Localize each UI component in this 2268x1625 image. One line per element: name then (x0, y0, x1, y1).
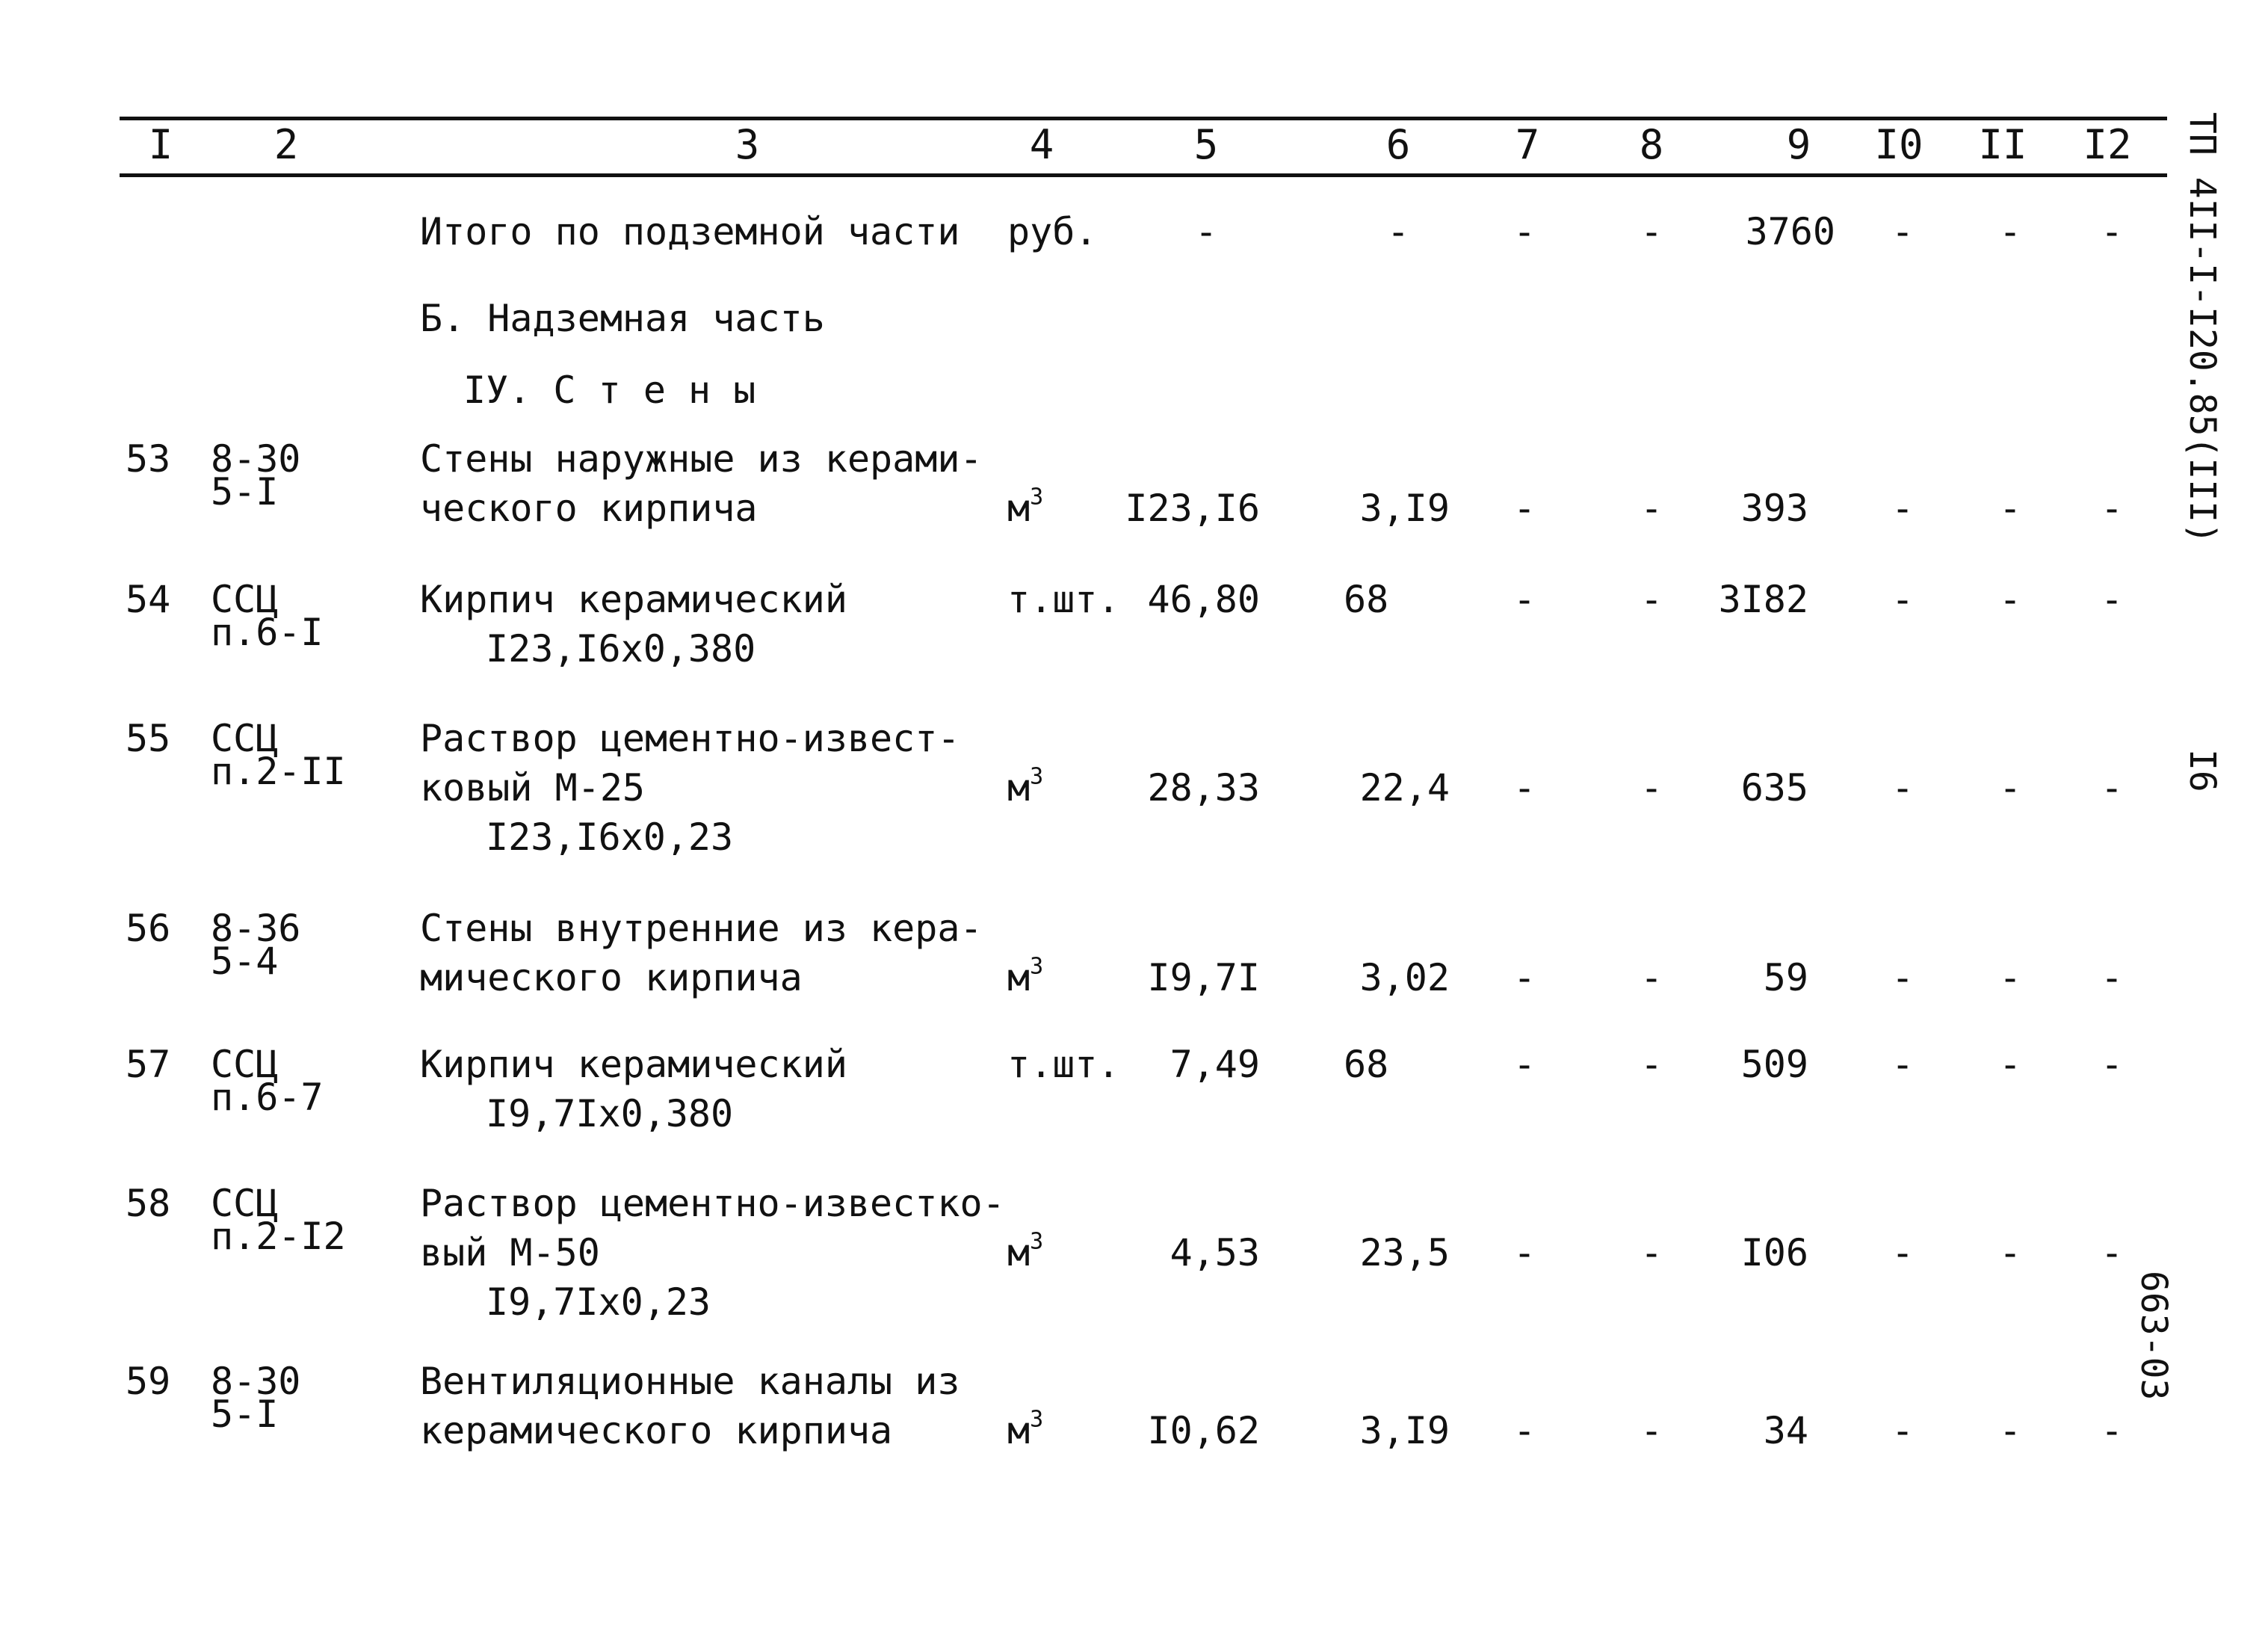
row-description-line: Стены наружные из керами- (420, 437, 983, 481)
row-number: 56 (126, 907, 171, 950)
unit-exponent: 3 (1030, 953, 1044, 980)
row-unit-price: 3,I9 (1359, 487, 1450, 530)
row-total: 3I82 (1718, 578, 1808, 621)
row-code-line1: ССЦ (211, 578, 279, 621)
row-col7-dash: - (1512, 956, 1536, 999)
row-code-line1: ССЦ (211, 717, 279, 760)
row-col10-dash: - (1891, 487, 1915, 530)
total-col5: - (1194, 210, 1218, 253)
row-col12-dash: - (2100, 1409, 2124, 1452)
col-header-6: 6 (1385, 121, 1411, 168)
row-col10-dash: - (1891, 956, 1915, 999)
row-code-line2: п.6-7 (211, 1076, 324, 1119)
row-total: 59 (1763, 956, 1808, 999)
row-number: 53 (126, 437, 171, 481)
row-col8-dash: - (1640, 956, 1663, 999)
side-page-number: I6 (2181, 749, 2223, 792)
row-col10-dash: - (1891, 766, 1915, 810)
row-unit-price: 68 (1344, 1043, 1389, 1086)
row-unit-price: 68 (1344, 578, 1389, 621)
row-col8-dash: - (1640, 766, 1663, 810)
row-quantity: 46,80 (1147, 578, 1260, 621)
col-header-12: I2 (2083, 121, 2132, 168)
row-code-line2: 5-4 (211, 940, 279, 983)
row-description-line: Раствор цементно-известко- (420, 1182, 1005, 1225)
col-header-5: 5 (1193, 121, 1219, 168)
unit-exponent: 3 (1030, 1406, 1044, 1433)
table-top-rule (120, 117, 2167, 120)
row-quantity: I9,7I (1147, 956, 1260, 999)
row-col11-dash: - (1998, 766, 2022, 810)
row-col12-dash: - (2100, 1231, 2124, 1274)
total-col8: - (1640, 210, 1663, 253)
total-col11: - (1998, 210, 2022, 253)
row-description-line: вый М-50 (420, 1231, 600, 1274)
side-document-code: ТП 4II-I-I20.85(III) (2181, 112, 2223, 544)
total-label: Итого по подземной части (420, 210, 960, 253)
row-col11-dash: - (1998, 487, 2022, 530)
row-number: 59 (126, 1360, 171, 1403)
row-description-line: ковый М-25 (420, 766, 646, 810)
row-code-line2: 5-I (211, 1393, 279, 1436)
row-col8-dash: - (1640, 578, 1663, 621)
row-number: 55 (126, 717, 171, 760)
row-unit: т.шт. (1007, 1043, 1120, 1086)
row-col12-dash: - (2100, 487, 2124, 530)
col-header-1: I (148, 121, 173, 168)
row-col7-dash: - (1512, 1231, 1536, 1274)
unit-exponent: 3 (1030, 484, 1044, 511)
row-description-line: I23,I6х0,23 (486, 815, 734, 859)
row-col11-dash: - (1998, 1043, 2022, 1086)
row-code-line1: ССЦ (211, 1182, 279, 1225)
row-unit (1007, 955, 1043, 1000)
row-total: 509 (1740, 1043, 1808, 1086)
row-unit (1007, 765, 1043, 810)
row-unit-price: 3,I9 (1359, 1409, 1450, 1452)
row-description-line: Вентиляционные каналы из (420, 1360, 960, 1403)
row-code-line2: п.6-I (211, 611, 324, 654)
total-col9: 3760 (1745, 210, 1835, 253)
row-total: 34 (1763, 1409, 1808, 1452)
section-heading-walls: IУ. С т е н ы (463, 369, 756, 412)
row-quantity: I23,I6 (1125, 487, 1260, 530)
total-col6: - (1386, 210, 1410, 253)
row-description-line: керамического кирпича (420, 1409, 893, 1452)
row-col10-dash: - (1891, 1043, 1915, 1086)
row-col12-dash: - (2100, 766, 2124, 810)
row-description-line: I9,7Iх0,380 (486, 1092, 734, 1135)
row-unit (1007, 1230, 1043, 1275)
row-col8-dash: - (1640, 1409, 1663, 1452)
row-col7-dash: - (1512, 1409, 1536, 1452)
side-stamp-number: 663-03 (2133, 1271, 2175, 1401)
row-code-line1: 8-30 (211, 1360, 301, 1403)
unit-exponent: 3 (1030, 1228, 1044, 1255)
row-col11-dash: - (1998, 578, 2022, 621)
row-code-line2: 5-I (211, 470, 279, 514)
row-code-line2: п.2-I2 (211, 1215, 346, 1258)
row-description-line: Стены внутренние из кера- (420, 907, 983, 950)
row-unit (1007, 486, 1043, 531)
col-header-9: 9 (1786, 121, 1811, 168)
row-unit: т.шт. (1007, 578, 1120, 621)
col-header-8: 8 (1639, 121, 1664, 168)
row-number: 54 (126, 578, 171, 621)
row-description-line: мического кирпича (420, 956, 803, 999)
total-unit: руб. (1007, 210, 1098, 253)
row-number: 58 (126, 1182, 171, 1225)
row-col7-dash: - (1512, 1043, 1536, 1086)
row-col10-dash: - (1891, 578, 1915, 621)
col-header-11: II (1978, 121, 2027, 168)
row-col8-dash: - (1640, 487, 1663, 530)
row-code-line1: 8-30 (211, 437, 301, 481)
row-quantity: 7,49 (1169, 1043, 1260, 1086)
unit-symbol: м (1007, 1231, 1031, 1274)
row-unit-price: 3,02 (1359, 956, 1450, 999)
row-total: 393 (1740, 487, 1808, 530)
row-col8-dash: - (1640, 1231, 1663, 1274)
row-col11-dash: - (1998, 1409, 2022, 1452)
col-header-10: I0 (1874, 121, 1924, 168)
row-col7-dash: - (1512, 766, 1536, 810)
table-header-rule (120, 173, 2167, 177)
row-number: 57 (126, 1043, 171, 1086)
total-col7: - (1512, 210, 1536, 253)
total-col12: - (2100, 210, 2124, 253)
row-description-line: ческого кирпича (420, 487, 758, 530)
row-code-line1: 8-36 (211, 907, 301, 950)
row-col8-dash: - (1640, 1043, 1663, 1086)
unit-symbol: м (1007, 766, 1031, 810)
row-col11-dash: - (1998, 956, 2022, 999)
row-description-line: I9,7Iх0,23 (486, 1280, 711, 1324)
row-col7-dash: - (1512, 487, 1536, 530)
row-col12-dash: - (2100, 578, 2124, 621)
row-unit-price: 23,5 (1359, 1231, 1450, 1274)
row-unit (1007, 1408, 1043, 1453)
unit-symbol: м (1007, 956, 1031, 999)
row-unit-price: 22,4 (1359, 766, 1450, 810)
col-header-2: 2 (274, 121, 299, 168)
row-code-line2: п.2-II (211, 750, 346, 793)
unit-exponent: 3 (1030, 763, 1044, 790)
row-total: I06 (1740, 1231, 1808, 1274)
row-col7-dash: - (1512, 578, 1536, 621)
row-quantity: 4,53 (1169, 1231, 1260, 1274)
col-header-3: 3 (735, 121, 760, 168)
row-description-line: Кирпич керамический (420, 578, 847, 621)
row-description-line: I23,I6х0,380 (486, 627, 756, 670)
row-total: 635 (1740, 766, 1808, 810)
row-col12-dash: - (2100, 1043, 2124, 1086)
row-description-line: Раствор цементно-извест- (420, 717, 960, 760)
row-description-line: Кирпич керамический (420, 1043, 847, 1086)
col-header-7: 7 (1515, 121, 1540, 168)
row-quantity: 28,33 (1147, 766, 1260, 810)
col-header-4: 4 (1029, 121, 1054, 168)
total-col10: - (1891, 210, 1915, 253)
unit-symbol: м (1007, 1409, 1031, 1452)
row-col10-dash: - (1891, 1409, 1915, 1452)
row-quantity: I0,62 (1147, 1409, 1260, 1452)
section-heading-above-ground: Б. Надземная часть (420, 297, 825, 340)
row-code-line1: ССЦ (211, 1043, 279, 1086)
unit-symbol: м (1007, 487, 1031, 530)
row-col12-dash: - (2100, 956, 2124, 999)
row-col11-dash: - (1998, 1231, 2022, 1274)
row-col10-dash: - (1891, 1231, 1915, 1274)
